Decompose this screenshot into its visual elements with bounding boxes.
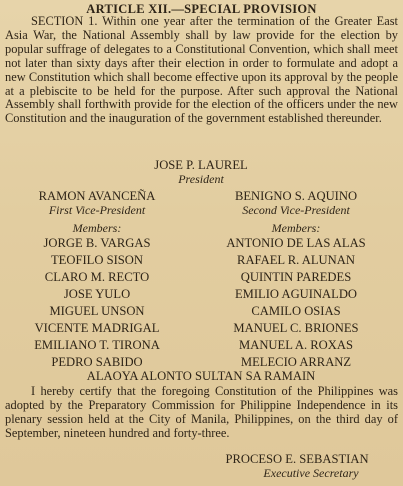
members-label-left: Members:: [72, 221, 122, 235]
certification-text: I hereby certify that the foregoing Constitution of the Philippines was adopted by the Preparatory Commission for Philippine Independence in its plenary session held at the City of Manila, Philippines, on the third day of September, nineteen hundred and forty-three.: [5, 384, 398, 440]
president-title: President: [178, 172, 224, 186]
member-right: MANUEL C. BRIONES: [233, 321, 359, 335]
member-right: QUINTIN PAREDES: [240, 270, 352, 284]
first-vp-name: RAMON AVANCEÑA: [38, 189, 156, 203]
member-left: JORGE B. VARGAS: [43, 236, 151, 250]
member-left: VICENTE MADRIGAL: [34, 321, 160, 335]
president-name: JOSE P. LAUREL: [154, 158, 248, 172]
certifier-name: PROCESO E. SEBASTIAN: [225, 452, 369, 466]
member-left: TEOFILO SISON: [50, 253, 144, 267]
members-label-right: Members:: [271, 221, 321, 235]
final-member: ALAOYA ALONTO SULTAN SA RAMAIN: [86, 369, 316, 383]
member-right: MANUEL A. ROXAS: [239, 338, 353, 352]
member-right: ANTONIO DE LAS ALAS: [226, 236, 366, 250]
member-right: CAMILO OSIAS: [251, 304, 341, 318]
member-left: PEDRO SABIDO: [51, 355, 143, 369]
member-right: MELECIO ARRANZ: [240, 355, 352, 369]
certifier-title: Executive Secretary: [263, 466, 359, 480]
member-right: RAFAEL R. ALUNAN: [237, 253, 355, 267]
member-right: EMILIO AGUINALDO: [234, 287, 358, 301]
second-vp-title: Second Vice-President: [242, 203, 350, 217]
member-left: JOSE YULO: [63, 287, 131, 301]
member-left: EMILIANO T. TIRONA: [34, 338, 160, 352]
section-1-text: SECTION 1. Within one year after the termination of the Greater East Asia War, the National Assembly shall by law provide for the election by popular suffrage of delegates to a Constitutional Convention, which shall meet not later than sixty days after their election in order to formulate and adopt a new Constitution which shall become effective upon its approval by the people at a plebiscite to be held for the purpose. After such approval the National Assembly shall forthwith provide for the election of the officers under the new Constitution and the inauguration of the government established thereunder.: [5, 14, 398, 126]
member-left: MIGUEL UNSON: [49, 304, 145, 318]
article-heading: ARTICLE XII.—SPECIAL PROVISION: [86, 2, 317, 16]
second-vp-name: BENIGNO S. AQUINO: [234, 189, 358, 203]
member-left: CLARO M. RECTO: [44, 270, 150, 284]
first-vp-title: First Vice-President: [48, 203, 146, 217]
